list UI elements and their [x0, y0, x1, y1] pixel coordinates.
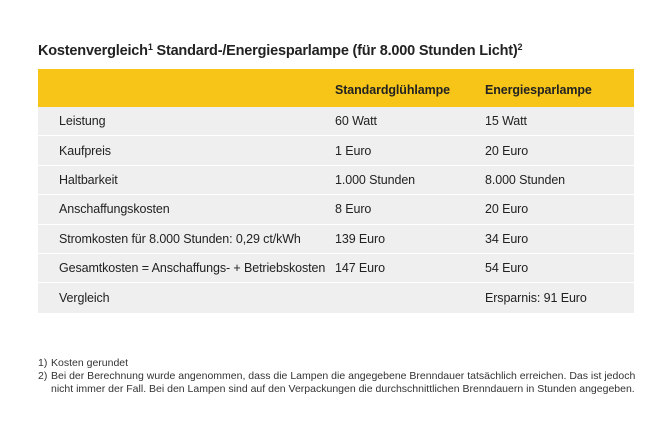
energy-saving-value: 54 Euro	[485, 261, 529, 276]
footnote-mark: 1)	[38, 357, 48, 369]
standard-value: 1 Euro	[335, 143, 372, 158]
footnotes	[38, 357, 638, 396]
table-row	[38, 195, 634, 224]
title-footnote-ref-1: 1	[147, 42, 153, 52]
row-label: Kaufpreis	[59, 143, 111, 158]
footnote	[38, 370, 638, 396]
row-label: Vergleich	[59, 291, 110, 306]
energy-saving-value: 20 Euro	[485, 143, 529, 158]
table-row	[38, 136, 634, 165]
row-label: Haltbarkeit	[59, 172, 118, 187]
comparison-table	[38, 69, 634, 313]
footnote	[38, 357, 638, 370]
footnote-mark: 2)	[38, 370, 48, 382]
table-row	[38, 225, 634, 254]
footnote-text: Kosten gerundet	[51, 357, 129, 369]
table-header	[38, 69, 634, 107]
row-label: Leistung	[59, 114, 106, 129]
standard-value: 8 Euro	[335, 202, 372, 217]
standard-value: 1.000 Stunden	[335, 172, 416, 187]
energy-saving-value: 8.000 Stunden	[485, 172, 566, 187]
table-row	[38, 107, 634, 136]
footnote-text: Bei der Berechnung wurde angenommen, dass die Lampen die angegebene Brenndauer tatsächlich erreichen. Das ist jedoch nicht immer der Fall. Bei den Lampen sind auf den Verpackungen die durchschnittlichen Brenndauern in Stunden angegeben.	[51, 370, 636, 395]
page-title	[38, 42, 522, 59]
title-footnote-ref-2: 2	[517, 42, 523, 52]
header-cell-energy-saving: Energiesparlampe	[485, 83, 592, 97]
standard-value: 139 Euro	[335, 231, 385, 246]
header-cell-standard: Standardglühlampe	[335, 83, 450, 97]
title-text: Kostenvergleich	[38, 43, 148, 59]
table-row	[38, 166, 634, 195]
energy-saving-value: 20 Euro	[485, 202, 529, 217]
title-text-rest: Standard-/Energiesparlampe (für 8.000 Stunden Licht)	[152, 43, 518, 59]
energy-saving-value: 15 Watt	[485, 114, 527, 129]
table-row	[38, 254, 634, 283]
standard-value: 60 Watt	[335, 114, 377, 129]
energy-saving-value: Ersparnis: 91 Euro	[485, 291, 587, 306]
table-row	[38, 283, 634, 312]
row-label: Anschaffungskosten	[59, 202, 170, 217]
energy-saving-value: 34 Euro	[485, 231, 529, 246]
row-label: Stromkosten für 8.000 Stunden: 0,29 ct/kWh	[59, 231, 301, 246]
row-label: Gesamtkosten = Anschaffungs- + Betriebskosten	[59, 261, 326, 276]
standard-value: 147 Euro	[335, 261, 385, 276]
